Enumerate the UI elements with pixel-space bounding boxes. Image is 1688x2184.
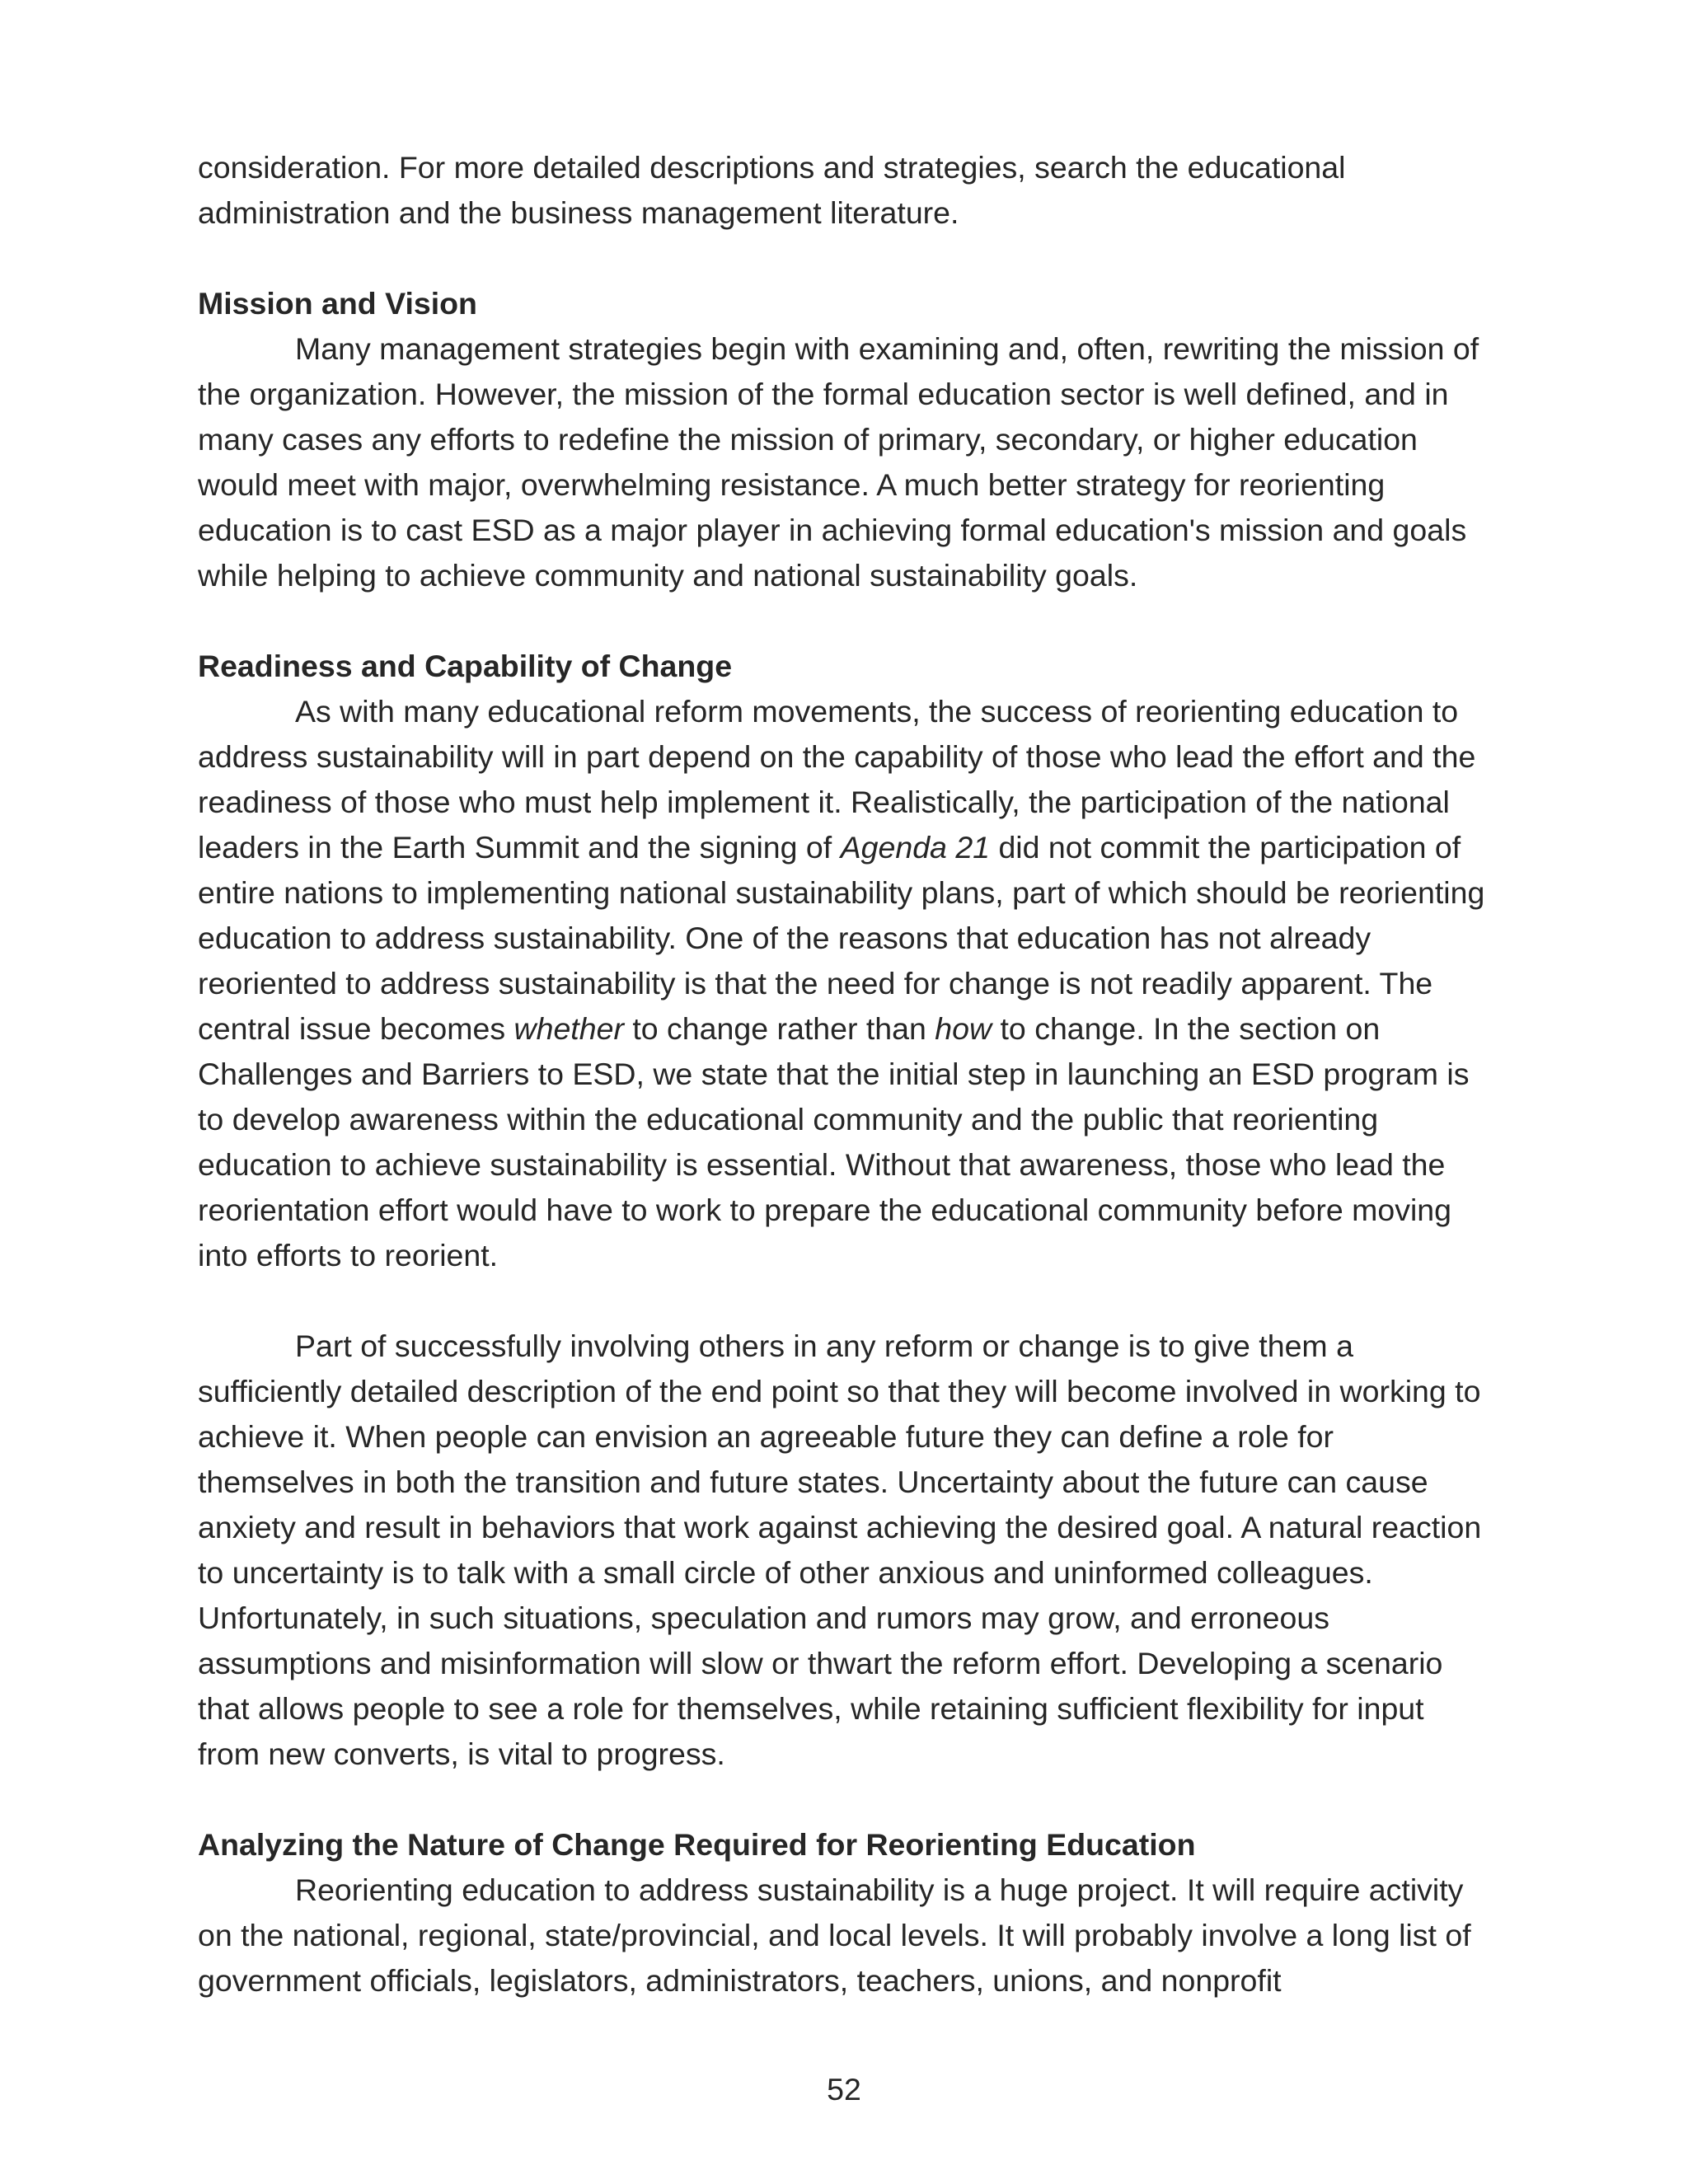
text-run: did not commit the participation of entire nations to implementing national sustainability plans, part of which should be reorienting education to address sustainability. One of the reasons that education has not already reoriented to address sustainability is that the need for change is not readily apparent. The central issue becomes [198, 830, 1485, 1046]
spacer [198, 1777, 1492, 1822]
how-emphasis: how [935, 1011, 992, 1046]
mission-heading: Mission and Vision [198, 286, 477, 321]
spacer [198, 236, 1492, 281]
analyzing-paragraph: Reorienting education to address sustainability is a huge project. It will require activity on the national, regional, state/provincial, and local levels. It will probably involve a long list of government officials, legislators, administrators, teachers, unions, and nonprofit [198, 1872, 1471, 1998]
text-run: to change rather than [623, 1011, 935, 1046]
readiness-section [198, 644, 1492, 1777]
readiness-heading: Readiness and Capability of Change [198, 649, 733, 683]
text-run: to change. In the section on Challenges and Barriers to ESD, we state that the initial step in launching an ESD program is to develop awareness within the educational community and the public that reorienting education to achieve sustainability is essential. Without that awareness, those who lead the reorientation effort would have to work to prepare the educational community before moving into efforts to reorient. [198, 1011, 1470, 1272]
analyzing-heading: Analyzing the Nature of Change Required for Reorienting Education [198, 1827, 1196, 1862]
analyzing-section [198, 1822, 1492, 2004]
readiness-paragraph-2: Part of successfully involving others in any reform or change is to give them a sufficiently detailed description of the end point so that they will become involved in working to achieve it. When people can envision an agreeable future they can define a role for themselves in both the transition and future states. Uncertainty about the future can cause anxiety and result in behaviors that work against achieving the desired goal. A natural reaction to uncertainty is to talk with a small circle of other anxious and uninformed colleagues. Unfortunately, in such situations, speculation and rumors may grow, and erroneous assumptions and misinformation will slow or thwart the reform effort. Developing a scenario that allows people to see a role for themselves, while retaining sufficient flexibility for input from new converts, is vital to progress. [198, 1329, 1482, 1771]
page-number: 52 [827, 2072, 861, 2107]
readiness-paragraph-1 [198, 689, 1492, 1278]
spacer [198, 598, 1492, 644]
text-run: As with many educational reform movements, the success of reorienting education to address sustainability will in part depend on the capability of those who lead the effort and the readiness of those who must help implement it. Realistically, the participation of the national leaders in the Earth Summit and the signing of [198, 694, 1476, 865]
whether-emphasis: whether [513, 1011, 624, 1046]
agenda-21-emphasis: Agenda 21 [840, 830, 991, 865]
intro-paragraph: consideration. For more detailed descriptions and strategies, search the educational administration and the business management literature. [198, 150, 1346, 230]
spacer [198, 1278, 1492, 1324]
mission-paragraph: Many management strategies begin with examining and, often, rewriting the mission of the organization. However, the mission of the formal education sector is well defined, and in many cases any efforts to redefine the mission of primary, secondary, or higher education would meet with major, overwhelming resistance. A much better strategy for reorienting education is to cast ESD as a major player in achieving formal education's mission and goals while helping to achieve community and national sustainability goals. [198, 331, 1479, 593]
body-text [198, 145, 1492, 2004]
mission-section [198, 281, 1492, 598]
